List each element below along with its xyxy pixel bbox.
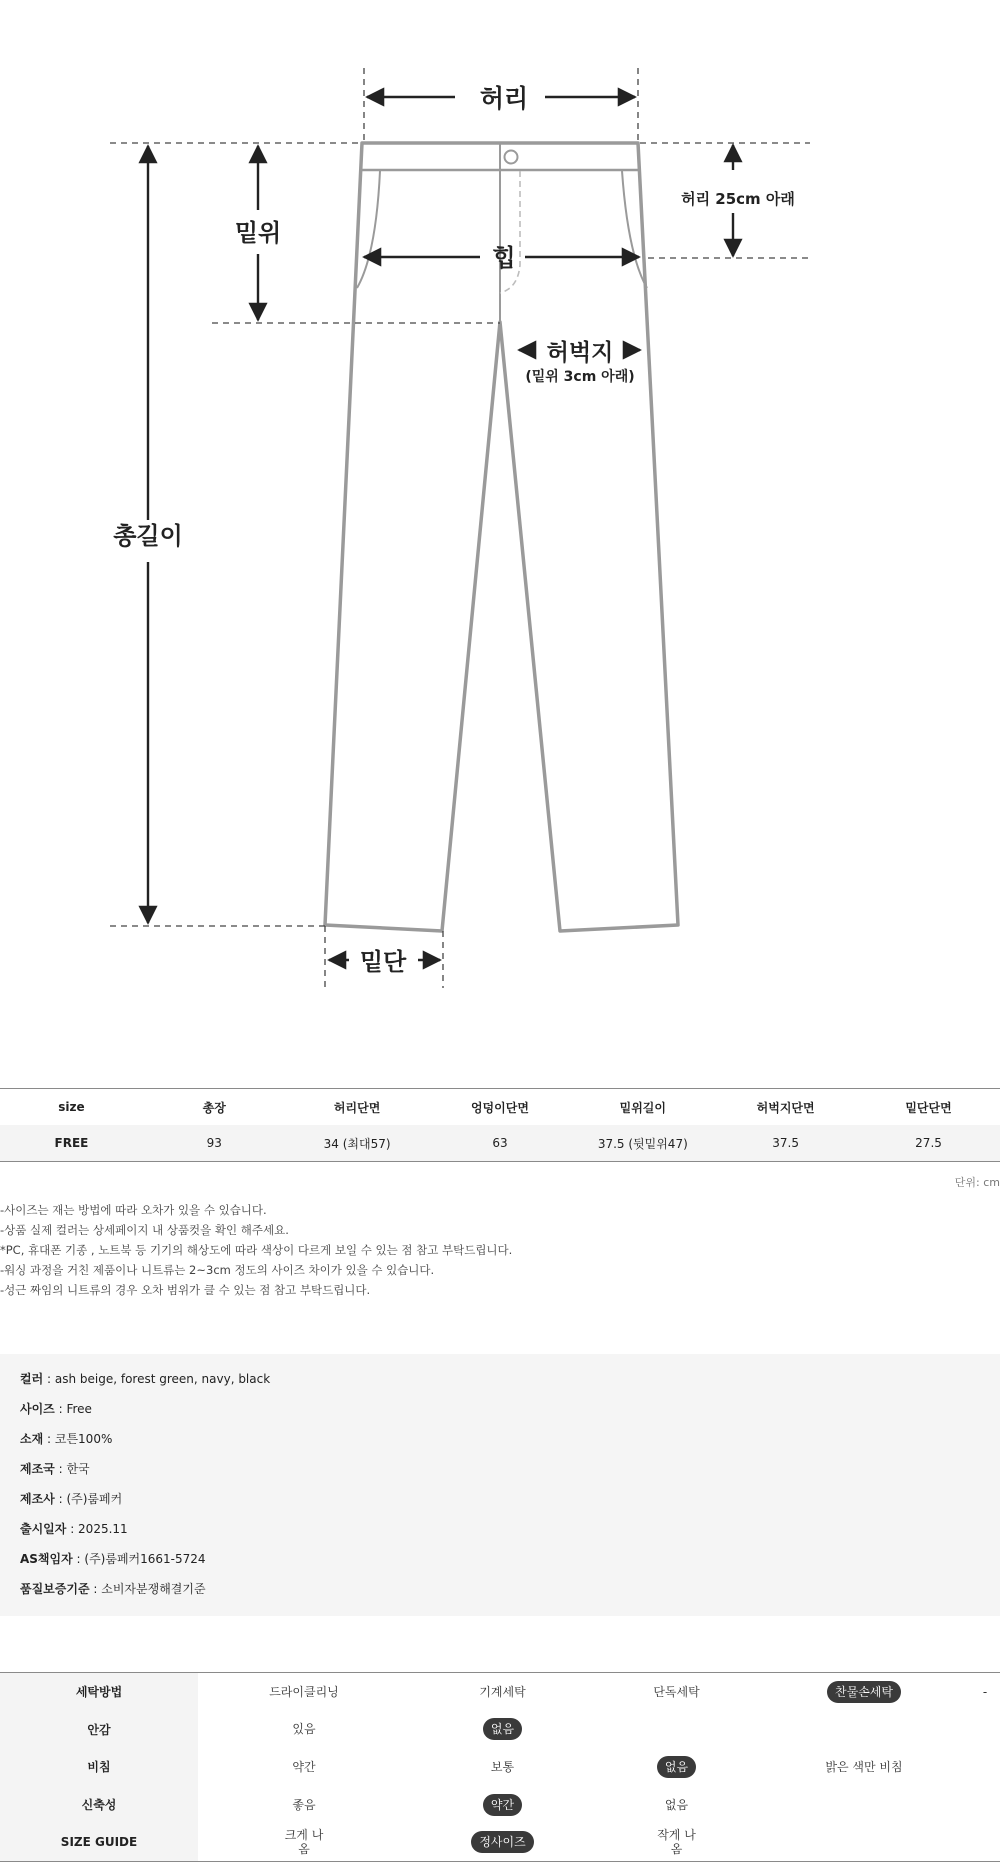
care-row bbox=[0, 1673, 1000, 1711]
info-row-quality bbox=[20, 1580, 206, 1597]
waist-label: 허리 bbox=[479, 84, 529, 113]
info-key: 사이즈 bbox=[20, 1402, 55, 1416]
care-cell bbox=[595, 1786, 758, 1824]
table-row bbox=[0, 1125, 1000, 1162]
info-key: 출시일자 bbox=[20, 1522, 67, 1536]
option-label: 크게 나옴 bbox=[284, 1828, 324, 1857]
option-label: 작게 나옴 bbox=[657, 1828, 696, 1857]
care-cell bbox=[198, 1823, 410, 1861]
care-cell bbox=[758, 1823, 970, 1861]
care-cell bbox=[595, 1748, 758, 1786]
option-label: 밝은 색만 비침 bbox=[825, 1759, 903, 1774]
info-row-country bbox=[20, 1460, 90, 1477]
note-item: -워싱 과정을 거친 제품이나 니트류는 2~3cm 정도의 사이즈 차이가 있을 수 있습니다. bbox=[0, 1263, 435, 1277]
table-cell: 93 bbox=[206, 1136, 222, 1150]
info-key: 컬러 bbox=[20, 1372, 44, 1386]
care-row-label: 세탁방법 bbox=[0, 1673, 198, 1711]
fly-stitch bbox=[500, 171, 520, 293]
info-key: AS책임자 bbox=[20, 1552, 73, 1566]
note-item: -성근 짜임의 니트류의 경우 오차 범위가 클 수 있는 점 참고 부탁드립니다. bbox=[0, 1283, 371, 1297]
thigh-note-label: (밑위 3cm 아래) bbox=[525, 369, 635, 385]
info-value: : ash beige, forest green, navy, black bbox=[43, 1372, 271, 1386]
unit-label: 단위: cm bbox=[954, 1176, 1000, 1189]
selected-option-badge: 없음 bbox=[657, 1756, 696, 1778]
option-label: 드라이클리닝 bbox=[269, 1684, 339, 1699]
info-value: : 2025.11 bbox=[66, 1522, 128, 1536]
info-value: : Free bbox=[54, 1402, 92, 1416]
care-row-label: SIZE GUIDE bbox=[0, 1823, 198, 1861]
option-label: 기계세탁 bbox=[479, 1684, 526, 1699]
care-cell bbox=[970, 1748, 1000, 1786]
info-value: : (주)룸페커 bbox=[54, 1492, 123, 1506]
header-cell: 엉덩이단면 bbox=[470, 1100, 529, 1115]
header-cell: 허리단면 bbox=[333, 1100, 381, 1115]
selected-option-badge: 없음 bbox=[483, 1718, 522, 1740]
option-label: 좋음 bbox=[292, 1797, 316, 1812]
care-cell bbox=[595, 1673, 758, 1711]
header-cell: size bbox=[58, 1100, 85, 1114]
info-row-as-contact bbox=[20, 1550, 206, 1567]
care-cell bbox=[410, 1673, 595, 1711]
table-cell: FREE bbox=[54, 1136, 89, 1150]
hem-label: 밑단 bbox=[359, 948, 407, 976]
header-cell: 총장 bbox=[202, 1100, 226, 1115]
care-cell bbox=[758, 1711, 970, 1749]
care-row bbox=[0, 1823, 1000, 1861]
care-table bbox=[0, 1672, 1000, 1862]
size-notes bbox=[0, 1200, 512, 1300]
care-cell bbox=[410, 1711, 595, 1749]
care-cell bbox=[758, 1748, 970, 1786]
option-label: 약간 bbox=[292, 1759, 316, 1774]
info-row-color bbox=[20, 1370, 270, 1387]
info-key: 제조국 bbox=[20, 1462, 55, 1476]
product-info-box bbox=[0, 1354, 1000, 1616]
care-row-label: 신축성 bbox=[0, 1786, 198, 1824]
selected-option-badge: 정사이즈 bbox=[471, 1831, 533, 1853]
note-item: *PC, 휴대폰 기종 , 노트북 등 기기의 해상도에 따라 색상이 다르게 보일 수 있는 점 참고 부탁드립니다. bbox=[0, 1243, 513, 1257]
note-item: -사이즈는 재는 방법에 따라 오차가 있을 수 있습니다. bbox=[0, 1203, 267, 1217]
info-row-material bbox=[20, 1430, 112, 1447]
care-cell bbox=[970, 1673, 1000, 1711]
care-cell bbox=[198, 1711, 410, 1749]
option-label: 있음 bbox=[292, 1722, 316, 1737]
care-row-label: 안감 bbox=[0, 1711, 198, 1749]
option-label: 단독세탁 bbox=[653, 1684, 700, 1699]
care-cell bbox=[410, 1786, 595, 1824]
info-value: : 코튼100% bbox=[43, 1432, 113, 1446]
info-key: 제조사 bbox=[20, 1492, 55, 1506]
care-cell bbox=[198, 1673, 410, 1711]
info-key: 품질보증기준 bbox=[20, 1582, 90, 1596]
table-cell: 37.5 bbox=[772, 1136, 799, 1150]
care-row bbox=[0, 1786, 1000, 1824]
option-label: 보통 bbox=[490, 1759, 515, 1774]
option-label: 없음 bbox=[664, 1797, 689, 1812]
note-item: -상품 실제 컬러는 상세페이지 내 상품컷을 확인 해주세요. bbox=[0, 1223, 289, 1237]
care-cell bbox=[758, 1673, 970, 1711]
care-cell bbox=[410, 1823, 595, 1861]
info-row-manufacturer bbox=[20, 1490, 122, 1507]
table-cell: 63 bbox=[492, 1136, 508, 1150]
table-cell: 34 (최대57) bbox=[323, 1136, 391, 1151]
care-cell bbox=[198, 1748, 410, 1786]
size-table-header bbox=[0, 1089, 1000, 1126]
thigh-label: 허벅지 bbox=[546, 340, 614, 366]
selected-option-badge: 약간 bbox=[483, 1794, 522, 1816]
button-icon bbox=[505, 151, 518, 164]
hip-label: 힙 bbox=[492, 244, 516, 272]
header-cell: 밑단단면 bbox=[905, 1100, 952, 1115]
care-cell bbox=[970, 1711, 1000, 1749]
care-cell bbox=[198, 1786, 410, 1824]
info-row-release bbox=[20, 1520, 128, 1537]
care-row-label: 비침 bbox=[0, 1748, 198, 1786]
care-cell bbox=[758, 1786, 970, 1824]
info-row-size bbox=[20, 1400, 92, 1417]
rise-label: 밑위 bbox=[234, 219, 282, 247]
header-cell: 밑위길이 bbox=[619, 1100, 666, 1115]
table-cell: 37.5 (뒷밑위47) bbox=[597, 1136, 688, 1151]
care-cell bbox=[410, 1748, 595, 1786]
care-row bbox=[0, 1711, 1000, 1749]
care-cell bbox=[970, 1823, 1000, 1861]
info-key: 소재 bbox=[20, 1432, 44, 1446]
header-cell: 허벅지단면 bbox=[756, 1100, 815, 1115]
total-length-label: 총길이 bbox=[113, 522, 183, 550]
info-value: : (주)룸페커1661-5724 bbox=[72, 1552, 206, 1566]
table-cell: 27.5 bbox=[915, 1136, 942, 1150]
info-value: : 소비자분쟁해결기준 bbox=[89, 1582, 206, 1596]
option-label: - bbox=[982, 1684, 988, 1699]
care-cell bbox=[970, 1786, 1000, 1824]
care-cell bbox=[595, 1711, 758, 1749]
hip-note-label: 허리 25cm 아래 bbox=[681, 190, 795, 208]
care-row bbox=[0, 1748, 1000, 1786]
selected-option-badge: 찬물손세탁 bbox=[827, 1681, 901, 1703]
care-cell bbox=[595, 1823, 758, 1861]
size-table bbox=[0, 1088, 1000, 1162]
info-value: : 한국 bbox=[54, 1462, 90, 1476]
